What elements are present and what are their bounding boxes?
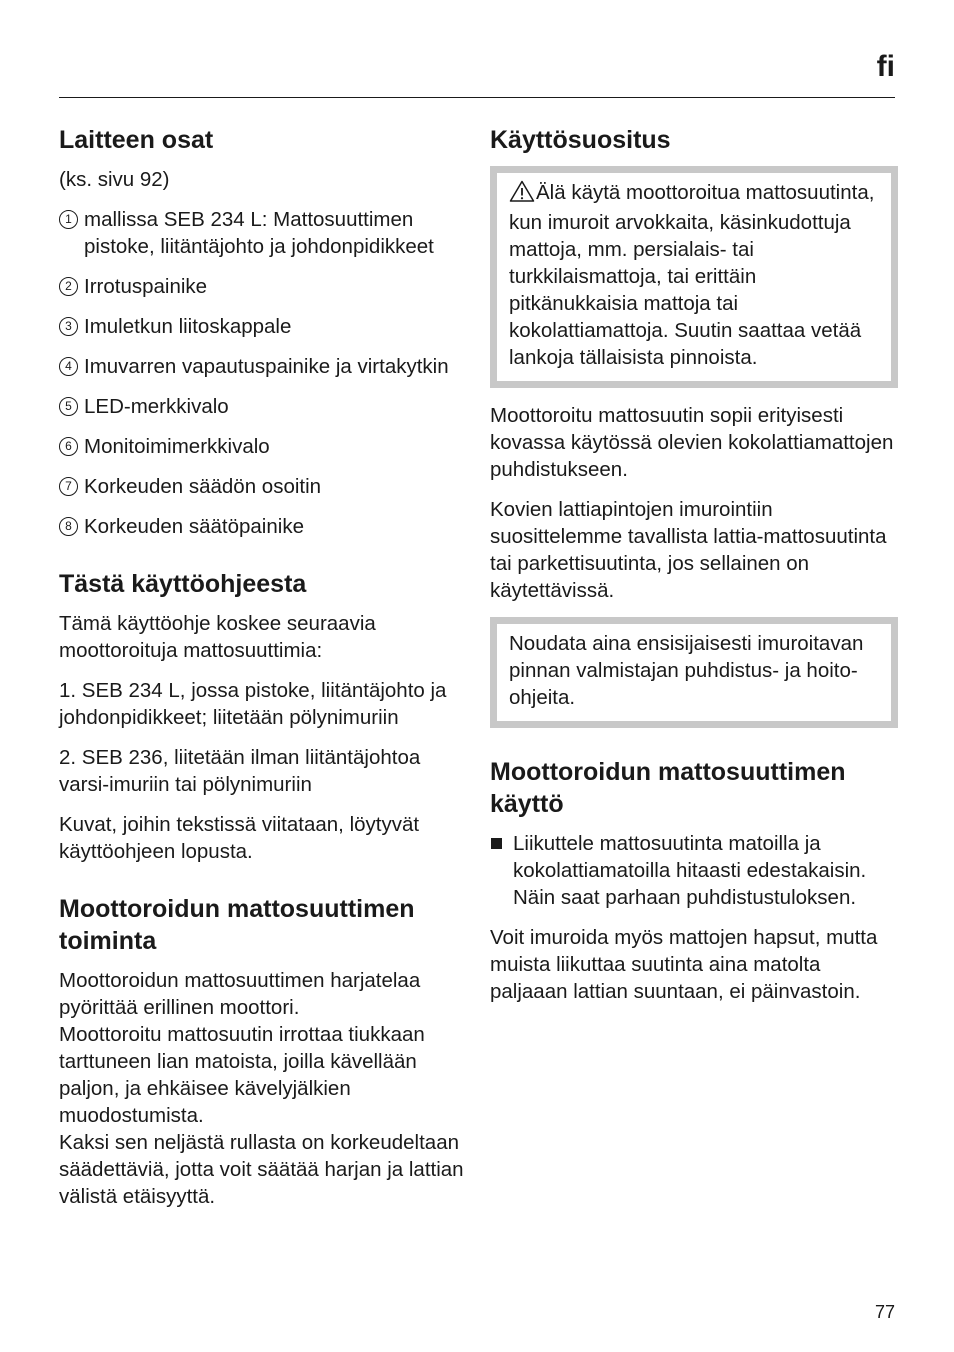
list-item <box>59 313 469 340</box>
text-line: Moottoroitu mattosuutin irrottaa tiukkaan tarttuneen lian matoista, joilla kävellään paljon, ja ehkäisee kävelyjälkien muodostumista. <box>59 1023 425 1127</box>
section-title-about-manual: Tästä käyttöohjeesta <box>59 570 307 598</box>
language-code: fi <box>876 50 895 83</box>
item-number: 8 <box>59 517 78 536</box>
section-title-usage: Moottoroidun mattosuuttimen käyttö <box>490 758 846 818</box>
bullet-text: Liikuttele mattosuutinta matoilla ja kokolattiamatoilla hitaasti edestakaisin. Näin saat parhaan puhdistustuloksen. <box>513 832 867 909</box>
list-item <box>59 353 469 380</box>
item-text: Korkeuden säädön osoitin <box>84 475 322 498</box>
left-column <box>59 124 469 1223</box>
list-item <box>59 513 469 540</box>
text-line: Moottoroidun mattosuuttimen harjatelaa pyörittää erillinen moottori. <box>59 969 421 1019</box>
item-number: 3 <box>59 317 78 336</box>
paragraph: 1. SEB 234 L, jossa pistoke, liitäntäjohto ja johdonpidikkeet; liitetään pölynimuriin <box>59 679 447 729</box>
item-number: 4 <box>59 357 78 376</box>
item-number: 7 <box>59 477 78 496</box>
header-rule <box>59 97 895 98</box>
paragraph: Kuvat, joihin tekstissä viitataan, löytyvät käyttöohjeen lopusta. <box>59 813 420 863</box>
item-text: Imuvarren vapautuspainike ja virtakytkin <box>84 355 449 378</box>
item-text: Irrotuspainike <box>84 275 208 298</box>
paragraph <box>59 967 469 1210</box>
warning-text: Älä käytä moottoroitua mattosuutinta, kun imuroit arvokkaita, käsinkudottuja mattoja, mm. persialais- tai turkkilaismattoja, tai erittäin pitkänukkaisia mattoja tai kokolattiamattoja. Suutin saattaa vetää lankoja tällaisista pinnoista. <box>509 181 875 369</box>
paragraph: Tämä käyttöohje koskee seuraavia moottoroituja mattosuuttimia: <box>59 612 376 662</box>
list-item <box>59 273 469 300</box>
section-title-parts: Laitteen osat <box>59 126 214 154</box>
section-title-recommendation: Käyttösuositus <box>490 126 671 154</box>
list-item <box>59 433 469 460</box>
page-number: 77 <box>874 1302 895 1322</box>
square-bullet-icon <box>491 838 502 849</box>
parts-list <box>59 206 469 540</box>
item-number: 5 <box>59 397 78 416</box>
item-text: LED-merkkivalo <box>84 395 229 418</box>
list-item <box>59 206 469 260</box>
paragraph: Moottoroitu mattosuutin sopii erityisesti kovassa käytössä olevien kokolattiamattojen puhdistukseen. <box>490 404 894 481</box>
item-text: Monitoimimerkkivalo <box>84 435 270 458</box>
warning-icon <box>509 180 535 209</box>
item-text: Korkeuden säätöpainike <box>84 515 304 538</box>
right-column <box>490 124 898 1018</box>
item-text: mallissa SEB 234 L: Mattosuuttimen pistoke, liitäntäjohto ja johdonpidikkeet <box>84 208 434 258</box>
bullet-item <box>490 830 898 911</box>
warning-box <box>490 166 898 388</box>
list-item <box>59 393 469 420</box>
item-number: 1 <box>59 210 78 229</box>
text-line: Kaksi sen neljästä rullasta on korkeudeltaan säädettäviä, jotta voit säätää harjan ja lattian välistä etäisyyttä. <box>59 1131 464 1208</box>
item-number: 2 <box>59 277 78 296</box>
item-text: Imuletkun liitoskappale <box>84 315 292 338</box>
paragraph: 2. SEB 236, liitetään ilman liitäntäjohtoa varsi-imuriin tai pölynimuriin <box>59 746 421 796</box>
item-number: 6 <box>59 437 78 456</box>
paragraph: Voit imuroida myös mattojen hapsut, mutta muista liikuttaa suutinta aina matolta paljaaan lattian suuntaan, ei päinvastoin. <box>490 926 878 1003</box>
paragraph: Kovien lattiapintojen imurointiin suosittelemme tavallista lattia-mattosuutinta tai parkettisuutinta, jos sellainen on käytettävissä. <box>490 498 887 602</box>
list-item <box>59 473 469 500</box>
section-title-function: Moottoroidun mattosuuttimen toiminta <box>59 895 415 955</box>
page-reference: (ks. sivu 92) <box>59 168 170 191</box>
note-text: Noudata aina ensisijaisesti imuroitavan pinnan valmistajan puhdistus- ja hoito-ohjeita. <box>509 632 864 709</box>
note-box <box>490 617 898 728</box>
